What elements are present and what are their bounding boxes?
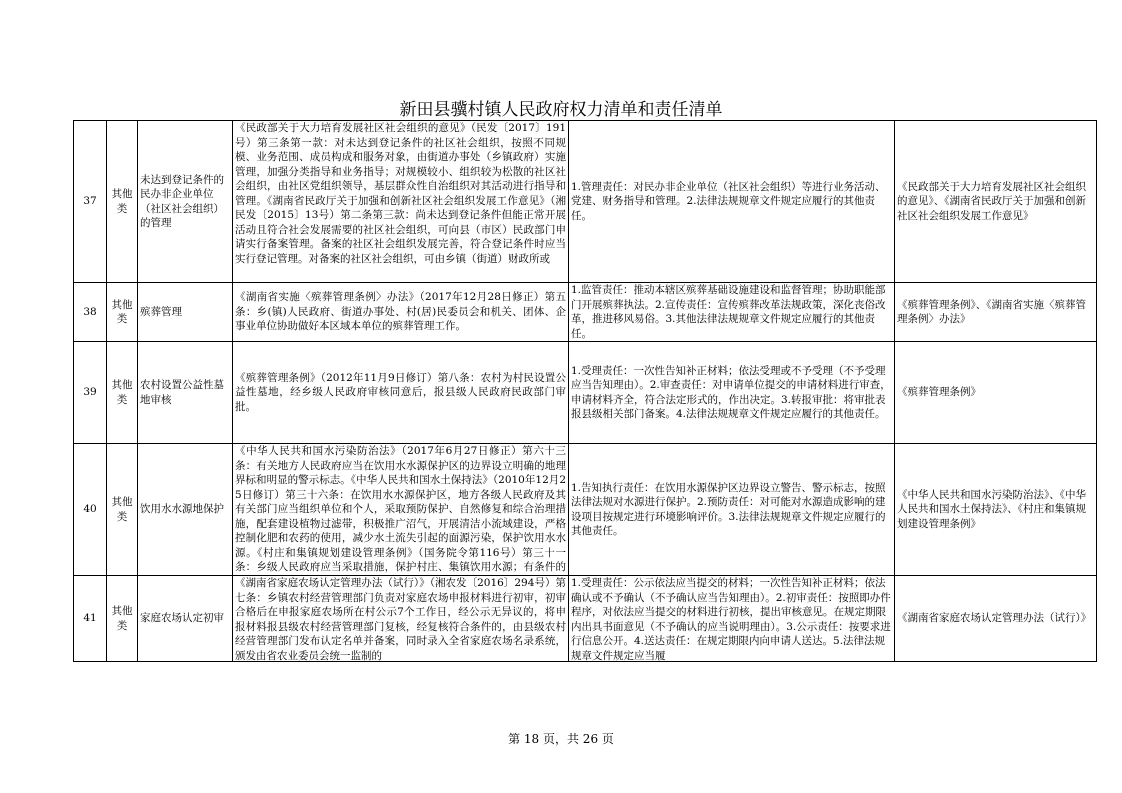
row-source: 《殡葬管理条例》 [895,342,1097,444]
row-number: 39 [74,342,107,444]
row-category: 其他类 [107,121,138,283]
table-row [74,283,1097,342]
row-source: 《殡葬管理条例》、《湖南省实施〈殡葬管理条例〉办法》 [895,283,1097,342]
table-row [74,121,1097,283]
row-power-name: 家庭农场认定初审 [138,576,233,662]
row-power-name: 饮用水水源地保护 [138,444,233,576]
row-category: 其他类 [107,342,138,444]
row-legal-basis: 《湖南省家庭农场认定管理办法（试行）》（湘农发〔2016〕294号）第七条：乡镇农村经营管理部门负责对家庭农场申报材料进行初审，初审合格后在申报家庭农场所在村公示7个工作日，经公示无异议的，将申报材料报县级农村经营管理部门复核，经复核符合条件的，由县级农村经营管理部门发布认定名单并备案，同时录入全省家庭农场名录系统，颁发由省农业委员会统一监制的 [235,577,566,661]
row-source: 《民政部关于大力培育发展社区社会组织的意见》、《湖南省民政厅关于加强和创新社区社会组织发展工作意见》 [895,121,1097,283]
page-title: 新田县骥村镇人民政府权力清单和责任清单 [399,100,723,120]
row-category: 其他类 [107,283,138,342]
row-duty: 1.受理责任：一次性告知补正材料；依法受理或不予受理（不予受理应当告知理由）。2.审查责任：对申请单位提交的申请材料进行审查，申请材料齐全，符合法定形式的，作出决定。3.转报审批：将审批表报县级相关部门备案。4.法律法规规章文件规定应履行的其他责任。 [569,342,895,444]
row-number: 38 [74,283,107,342]
row-duty: 1.受理责任：公示依法应当提交的材料；一次性告知补正材料；依法确认或不予确认（不予确认应当告知理由）。2.初审责任：按照即办件程序，对依法应当提交的材料进行初核，提出审核意见。在规定期限内出具书面意见（不予确认的应当说明理由）。3.公示责任：按要求进行信息公开。4.送达责任：在规定期限内向申请人送达。5.法律法规规章文件规定应当履 [571,577,891,661]
row-legal-basis: 《殡葬管理条例》（2012年11月9日修订）第八条：农村为村民设置公益性墓地，经乡级人民政府审核同意后，报县级人民政府民政部门审批。 [233,342,569,444]
row-duty: 1.监管责任：推动本辖区殡葬基础设施建设和监督管理；协助职能部门开展殡葬执法。2.宣传责任：宣传殡葬改革法规政策，深化丧俗改革，推进移风易俗。3.其他法律法规规章文件规定应履行的其他责任。 [569,283,895,342]
page-number: 第 18 页，共 26 页 [508,732,614,746]
row-power-name: 殡葬管理 [138,283,233,342]
row-legal-basis: 《中华人民共和国水污染防治法》（2017年6月27日修正）第六十三条：有关地方人民政府应当在饮用水水源保护区的边界设立明确的地理界标和明显的警示标志。《中华人民共和国水土保持法》（2010年12月25日修订）第三十六条：在饮用水水源保护区，地方各级人民政府及其有关部门应当组织单位和个人，采取预防保护、自然修复和综合治理措施，配套建设植物过滤带，积极推广沼气，开展清洁小流域建设，严格控制化肥和农药的使用，减少水土流失引起的面源污染，保护饮用水水源。《村庄和集镇规划建设管理条例》（国务院令第116号）第三十一条：乡级人民政府应当采取措施，保护村庄、集镇饮用水源；有条件的 [235,445,566,573]
row-legal-basis: 《民政部关于大力培育发展社区社会组织的意见》（民发〔2017〕191号）第三条第一款：对未达到登记条件的社区社会组织，按照不同规模、业务范围、成员构成和服务对象，由街道办事处（乡镇政府）实施管理，加强分类指导和业务指导；对规模较小、组织较为松散的社区社会组织，由社区党组织领导，基层群众性自治组织对其活动进行指导和管理。《湖南省民政厅关于加强和创新社区社会组织发展工作意见》（湘民发〔2015〕13号）第二条第三款：尚未达到登记条件但能正常开展活动且符合社会发展需要的社区社会组织，可向县（市区）民政部门申请实行备案管理。备案的社区社会组织发展完善，符合登记条件时应当实行登记管理。对备案的社区社会组织，可由乡镇（街道）财政所或 [235,122,566,265]
row-source: 《中华人民共和国水污染防治法》、《中华人民共和国水土保持法》、《村庄和集镇规划建设管理条例》 [895,444,1097,576]
row-power-name: 未达到登记条件的民办非企业单位（社区社会组织）的管理 [138,121,233,283]
row-source: 《湖南省家庭农场认定管理办法（试行）》 [895,576,1097,662]
row-duty: 1.告知执行责任：在饮用水源保护区边界设立警告、警示标志，按照法律法规对水源进行保护。2.预防责任：对可能对水源造成影响的建设项目按规定进行环境影响评价。3.法律法规规章文件规定应履行的其他责任。 [569,444,895,576]
table-row [74,444,1097,576]
row-legal-basis: 《湖南省实施〈殡葬管理条例〉办法》（2017年12月28日修正）第五条：乡(镇)人民政府、街道办事处、村(居)民委员会和机关、团体、企事业单位协助做好本区域本单位的殡葬管理工作。 [233,283,569,342]
row-category: 其他类 [107,444,138,576]
row-power-name: 农村设置公益性墓地审核 [138,342,233,444]
row-number: 41 [74,576,107,662]
row-number: 40 [74,444,107,576]
power-list-table [73,120,1097,662]
row-duty: 1.管理责任：对民办非企业单位（社区社会组织）等进行业务活动、党建、财务指导和管理。2.法律法规规章文件规定应履行的其他责任。 [569,121,895,283]
row-number: 37 [74,121,107,283]
table-row [74,342,1097,444]
table-row [74,576,1097,662]
row-category: 其他类 [107,576,138,662]
